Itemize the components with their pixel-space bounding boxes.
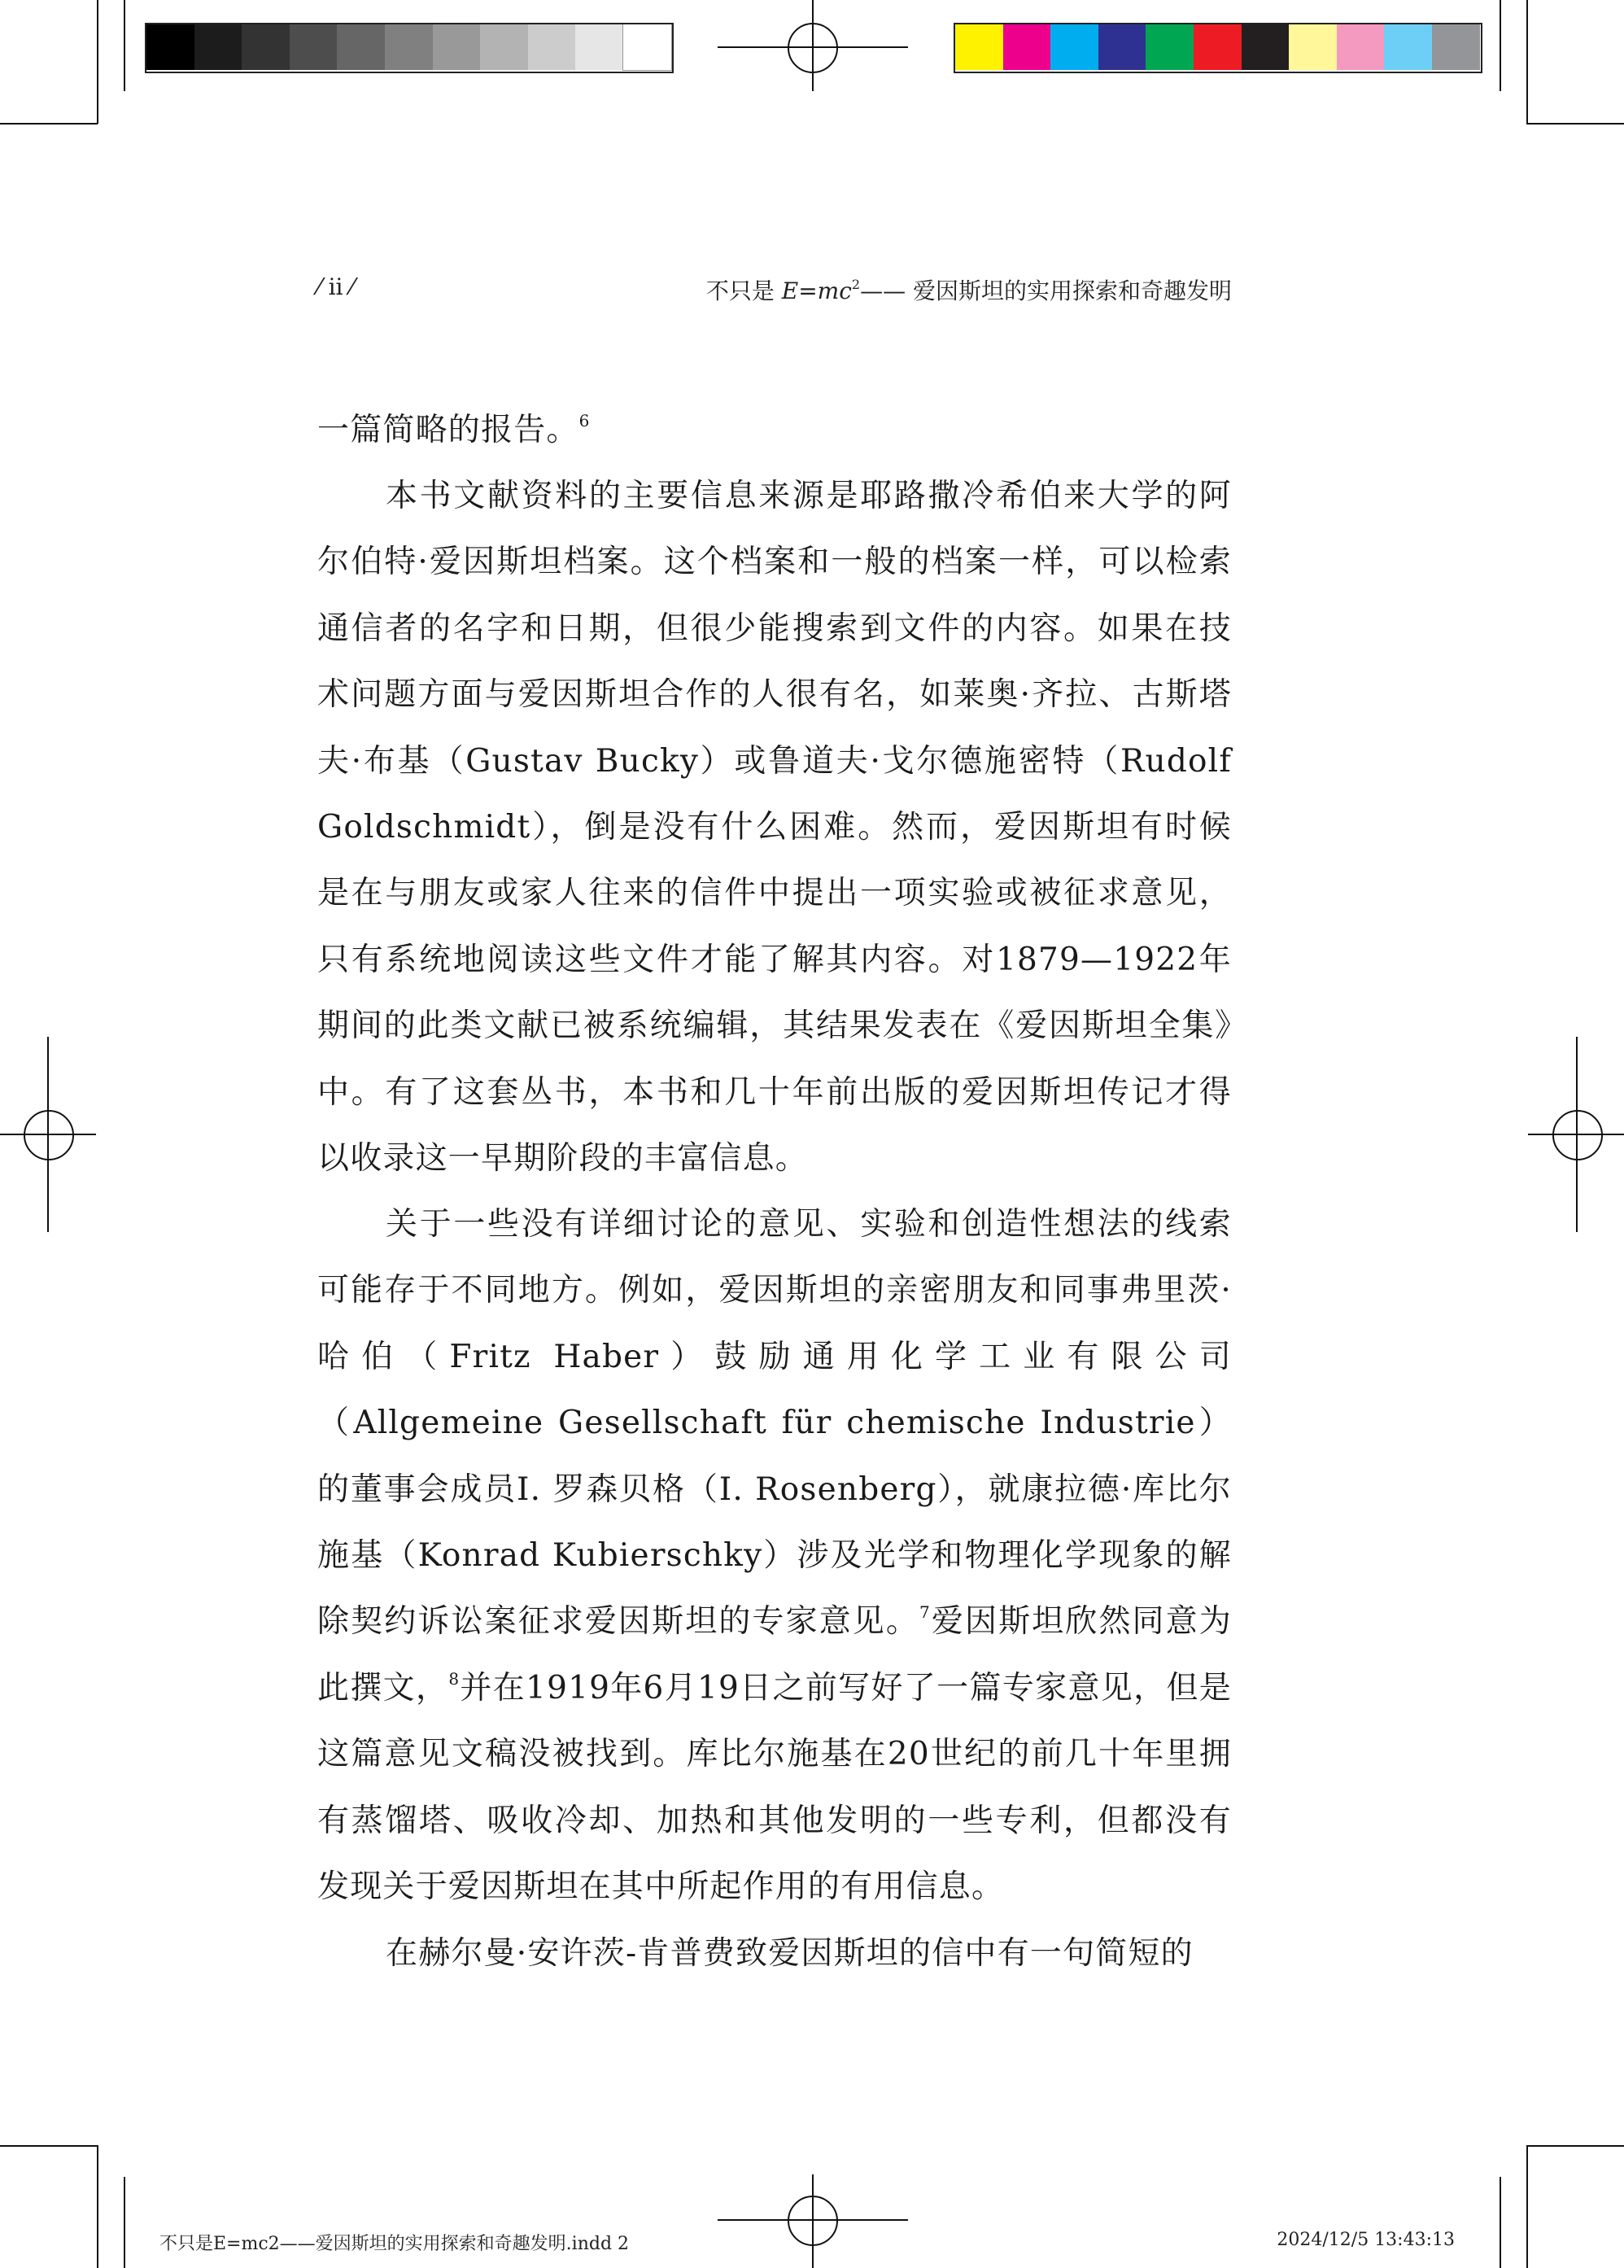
footnote-ref-7: 7 [919,1602,931,1623]
paragraph-3-part-a: 关于一些没有详细讨论的意见、实验和创造性想法的线索可能存于不同地方。例如，爱因斯坦的亲密朋友和同事弗里茨·哈伯（Fritz Haber）鼓励通用化学工业有限公司（Allgemeine Gesellschaft für chemische Industrie）的董事会成员I. 罗森贝格（I. Rosenberg），就康拉德·库比尔施基（Konrad Kubierschky）涉及光学和物理化学现象的解除契约诉讼案征求爱因斯坦的专家意见。 [317,1206,1232,1641]
grayscale-bar-frame [145,23,674,73]
crop-mark-bottom-left-v [97,2145,98,2268]
crop-mark-bottom-right-h [1526,2145,1624,2147]
crop-mark-top-right-h [1526,123,1624,125]
registration-mark-left-circle [24,1110,74,1160]
crop-mark-top-left-v2 [124,0,125,91]
paragraph-3-part-c: 并在1919年6月19日之前写好了一篇专家意见，但是这篇意见文稿没被找到。库比尔施基在20世纪的前几十年里拥有蒸馏塔、吸收冷却、加热和其他发明的一些专利，但都没有发现关于爱因斯坦在其中所起作用的有用信息。 [317,1669,1232,1906]
paragraph-4: 在赫尔曼·安许茨-肯普费致爱因斯坦的信中有一句简短的 [386,1935,1194,1972]
crop-mark-top-left-h2 [0,123,31,125]
crop-mark-top-left-h [31,123,98,125]
title-suffix: —— 爱因斯坦的实用探索和奇趣发明 [860,277,1232,304]
paragraph-1 [317,397,1232,463]
crop-mark-bottom-right-v [1526,2145,1528,2268]
paragraph-1-text: 一篇简略的报告。 [317,412,579,448]
title-exponent: 2 [851,277,861,292]
crop-mark-bottom-left-h [0,2145,98,2147]
crop-mark-top-left-v [97,0,98,124]
crop-mark-bottom-left-v2 [124,2177,125,2268]
paragraph-3 [317,1191,1232,1920]
paragraph-2: 本书文献资料的主要信息来源是耶路撒冷希伯来大学的阿尔伯特·爱因斯坦档案。这个档案和一般的档案一样，可以检索通信者的名字和日期，但很少能搜索到文件的内容。如果在技术问题方面与爱因斯坦合作的人很有名，如莱奥·齐拉、古斯塔夫·布基（Gustav Bucky）或鲁道夫·戈尔德施密特（Rudolf Goldschmidt），倒是没有什么困难。然而，爱因斯坦有时候是在与朋友或家人往来的信件中提出一项实验或被征求意见，只有系统地阅读这些文件才能了解其内容。对1879—1922年期间的此类文献已被系统编辑，其结果发表在《爱因斯坦全集》中。有了这套丛书，本书和几十年前出版的爱因斯坦传记才得以收录这一早期阶段的丰富信息。 [317,478,1232,1178]
crop-mark-top-right-v2 [1526,0,1528,124]
registration-mark-right-circle [1552,1110,1603,1160]
running-head-title [706,273,1232,306]
slug-file-name: 不只是E=mc2——爱因斯坦的实用探索和奇趣发明.indd 2 [159,2234,630,2254]
footnote-ref-8: 8 [448,1668,461,1689]
crop-mark-bottom-right-v2 [1500,2177,1501,2268]
footnote-ref-6: 6 [578,411,591,430]
title-formula: E=mc [781,277,852,304]
color-bar-frame [954,23,1482,73]
registration-mark-bottom-circle [788,2196,838,2246]
registration-mark-top-circle [788,23,838,73]
crop-mark-top-right-v [1500,0,1501,91]
paragraph-3-part-b: 爱因斯坦欣然同意为此撰文， [317,1603,1232,1706]
page-number: ⁄ ii ⁄ [317,273,355,300]
title-prefix: 不只是 [705,277,782,304]
slug-timestamp: 2024/12/5 13:43:13 [1277,2230,1455,2250]
